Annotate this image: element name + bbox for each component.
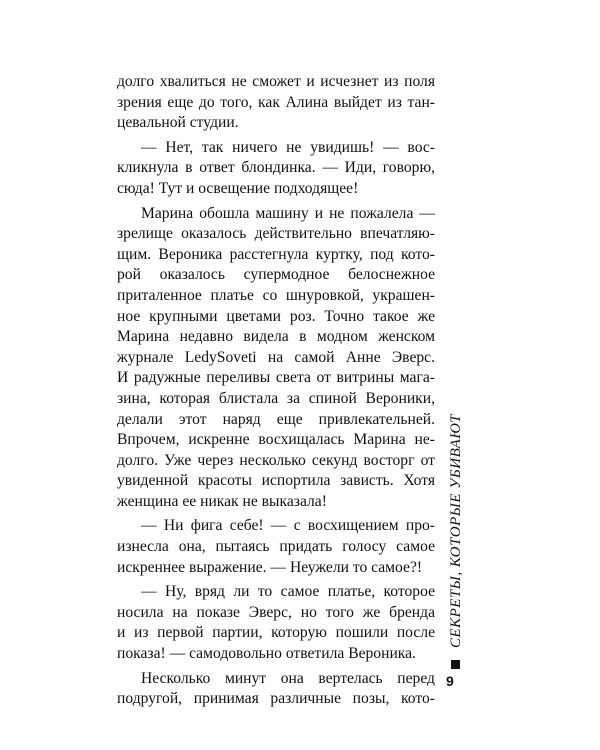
text-line: подругой, принимая различные позы, кото- [117, 690, 435, 708]
paragraph [117, 516, 435, 578]
text-line: женщина ее никак не выказала! [117, 492, 327, 510]
paragraph [117, 72, 435, 134]
text-line: — Ни фига себе! — с восхищением про- [141, 517, 435, 535]
text-line: зрелище оказалось действительно впечатляю- [117, 225, 435, 243]
text-line: долго хвалиться не сможет и исчезнет из поля [117, 73, 435, 90]
running-title-column [444, 414, 474, 650]
text-line: ное крупными цветами роз. Точно такое же [117, 307, 435, 325]
text-line: увиденной красоты испортила зависть. Хотя [117, 472, 435, 490]
paragraph [117, 669, 435, 710]
series-title: СЕКРЕТЫ, КОТОРЫЕ УБИВАЮТ [448, 414, 464, 648]
text-line: цевальной студии. [117, 114, 239, 132]
text-line: искреннее выражение. — Неужели то самое?! [117, 558, 423, 576]
text-line: рой оказалось супермодное белоснежное [117, 266, 435, 284]
text-line: приталенное платье со шнуровкой, украшен- [117, 286, 435, 304]
text-line: делали этот наряд еще привлекательней. [117, 410, 435, 428]
text-line: и из первой партии, которую пошили после [117, 624, 435, 642]
text-line: кликнула в ответ блондинка. — Иди, говорю, [117, 159, 435, 177]
text-line: Марина недавно видела в модном женском [117, 328, 435, 346]
text-line: зрения еще до того, как Алина выйдет из тан- [117, 93, 435, 111]
text-line: Несколько минут она вертелась перед [141, 669, 435, 687]
text-line: — Нет, так ничего не увидишь! — вос- [141, 138, 435, 156]
text-line: журнале LedySoveti на самой Анне Эверс. [117, 348, 435, 366]
paragraph [117, 138, 435, 200]
text-line: изнесла она, пытаясь придать голосу самое [117, 538, 435, 556]
text-line: носила на показе Эверс, но того же бренда [117, 603, 435, 621]
text-line: сюда! Тут и освещение подходящее! [117, 179, 359, 197]
page-number: 9 [446, 673, 454, 689]
text-line: Впрочем, искренне восхищалась Марина не- [117, 431, 435, 449]
text-line: щим. Вероника расстегнула куртку, под кото- [117, 245, 435, 263]
paragraph [117, 582, 435, 664]
section-marker-square [451, 660, 460, 669]
text-line: Марина обошла машину и не пожалела — [141, 204, 435, 222]
paragraph [117, 204, 435, 513]
text-line: показа! — самодовольно ответила Вероника. [117, 645, 416, 663]
text-line: зина, которая блистала за спиной Вероники, [117, 389, 435, 407]
text-line: — Ну, вряд ли то самое платье, которое [141, 583, 435, 601]
text-line: И радужные переливы света от витрины мага- [117, 369, 435, 387]
text-line: долго. Уже через несколько секунд восторг от [117, 451, 435, 469]
body-text [117, 72, 435, 714]
